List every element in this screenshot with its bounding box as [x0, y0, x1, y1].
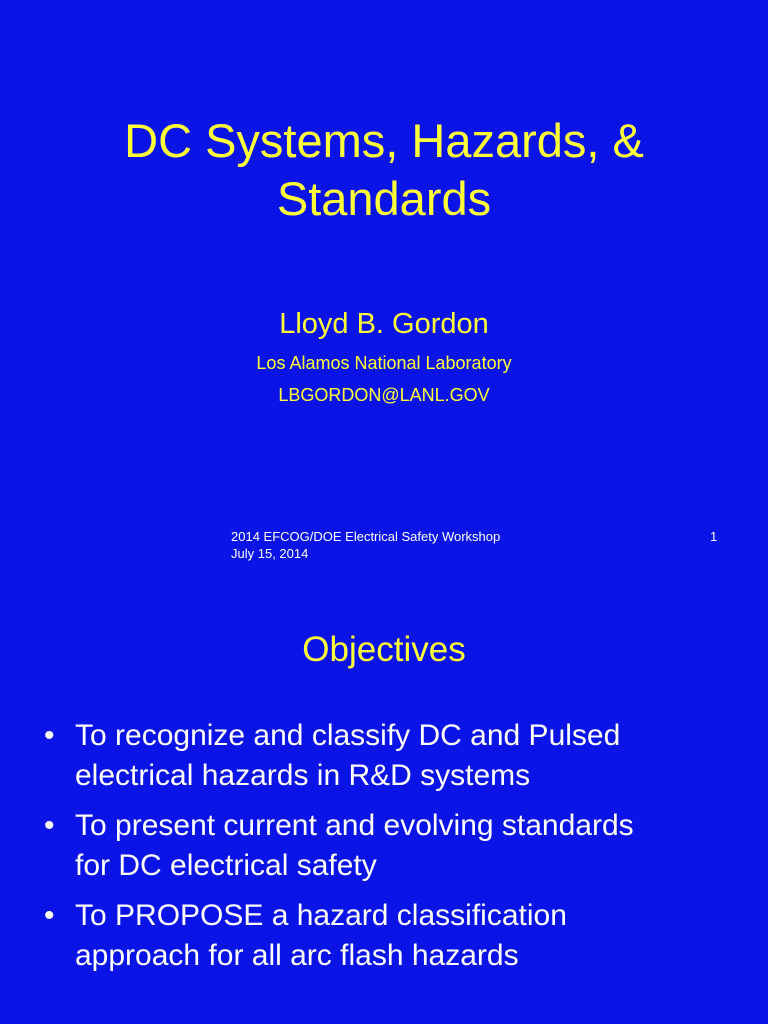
objectives-slide	[0, 590, 768, 1024]
bullet-icon: •	[44, 719, 55, 752]
list-item	[44, 716, 744, 796]
slide-title	[0, 112, 768, 228]
footer-event: 2014 EFCOG/DOE Electrical Safety Workshop	[231, 529, 501, 544]
bullet-text-line-2: electrical hazards in R&D systems	[75, 759, 531, 792]
bullet-text-line-1: To PROPOSE a hazard classification	[75, 899, 567, 932]
bullet-text-line-2: approach for all arc flash hazards	[75, 939, 519, 972]
slide-footer	[231, 528, 500, 562]
list-item	[44, 806, 744, 886]
organization: Los Alamos National Laboratory	[256, 353, 512, 373]
bullet-text-line-1: To recognize and classify DC and Pulsed	[75, 719, 621, 752]
slide-title-line-1: DC Systems, Hazards, &	[124, 114, 644, 167]
bullet-text-line-1: To present current and evolving standards	[75, 809, 634, 842]
objectives-list	[44, 716, 744, 986]
author-email: LBGORDON@LANL.GOV	[278, 385, 490, 405]
list-item	[44, 896, 744, 976]
page-number: 1	[710, 529, 718, 544]
bullet-icon: •	[44, 809, 55, 842]
objectives-title: Objectives	[302, 630, 466, 669]
footer-date: July 15, 2014	[231, 546, 309, 561]
bullet-text-line-2: for DC electrical safety	[75, 849, 377, 882]
bullet-icon: •	[44, 899, 55, 932]
author-name: Lloyd B. Gordon	[279, 308, 489, 340]
slide-title-line-2: Standards	[276, 172, 492, 225]
